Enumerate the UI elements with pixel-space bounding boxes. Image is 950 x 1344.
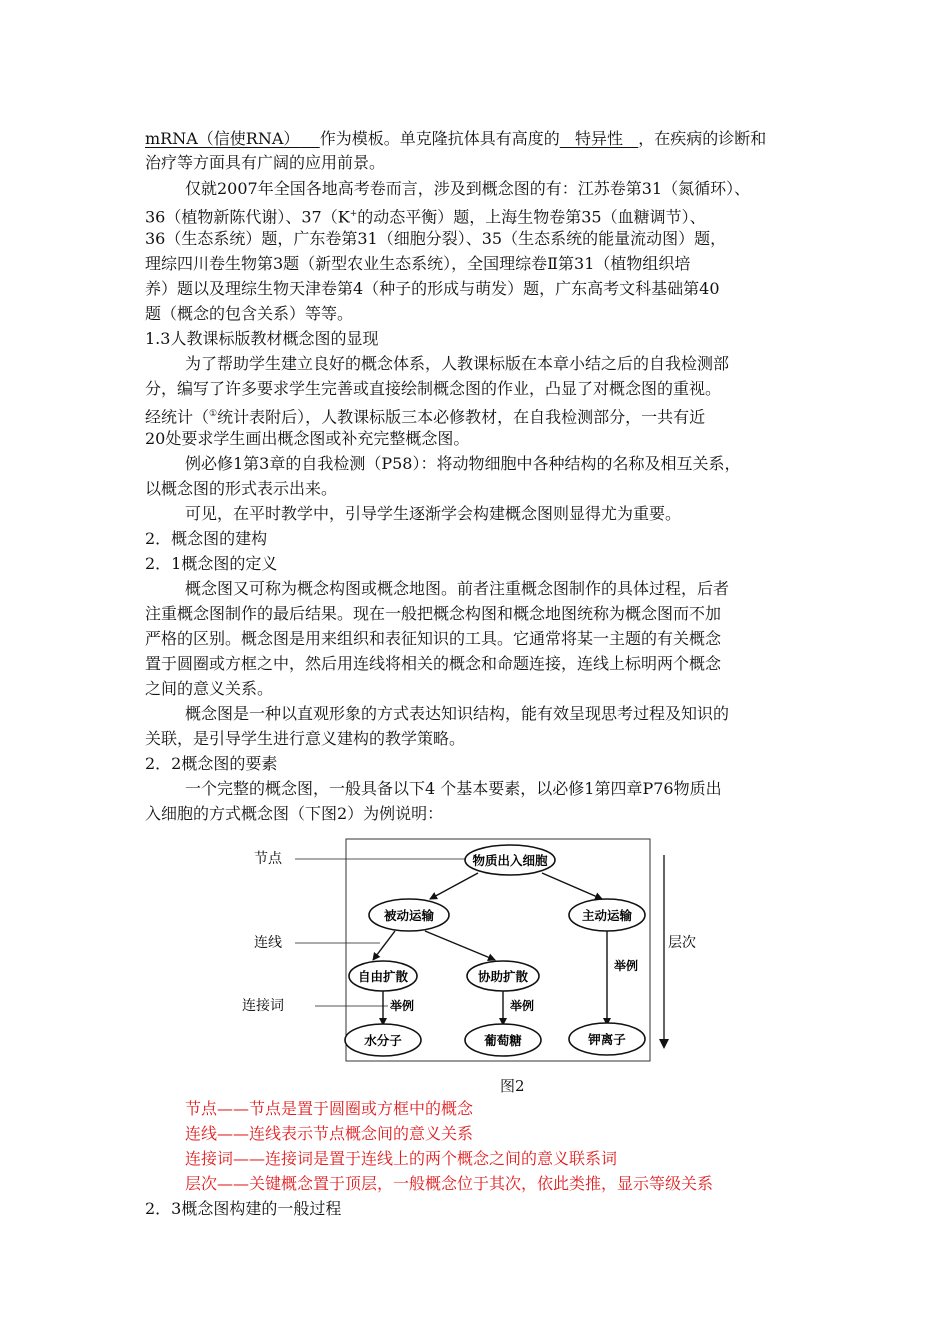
para1-line2: 治疗等方面具有广阔的应用前景。 xyxy=(145,153,386,172)
para3-line1: 为了帮助学生建立良好的概念体系，人教课标版在本章小结之后的自我检测部 xyxy=(185,354,730,373)
para2-line1: 仅就2007年全国各地高考卷而言，涉及到概念图的有：江苏卷第31（氮循环）、 xyxy=(185,179,751,198)
para1-line1: mRNA（信使RNA） 作为模板。单克隆抗体具有高度的 特异性 ，在疾病的诊断和 xyxy=(145,129,767,148)
concept-map-svg xyxy=(240,835,710,1065)
para7-line1: 概念图是一种以直观形象的方式表达知识结构，能有效呈现思考过程及知识的 xyxy=(185,704,730,723)
label-level: 层次 xyxy=(668,935,696,951)
red-line-node: 节点——节点是置于圆圈或方框中的概念 xyxy=(185,1099,474,1118)
para3-line3: 经统计（①统计表附后），人教课标版三本必修教材，在自我检测部分，一共有近 xyxy=(145,407,706,427)
node-glucose-label: 葡萄糖 xyxy=(484,1033,522,1048)
para5: 可见，在平时教学中，引导学生逐渐学会构建概念图则显得尤为重要。 xyxy=(185,504,682,523)
heading-1-3: 1.3人教课标版教材概念图的显现 xyxy=(145,329,379,348)
para3-line2: 分，编写了许多要求学生完善或直接绘制概念图的作业，凸显了对概念图的重视。 xyxy=(145,379,722,398)
para2-line4: 理综四川卷生物第3题（新型农业生态系统），全国理综卷Ⅱ第31（植物组织培 xyxy=(145,254,691,273)
para6-line3: 严格的区别。概念图是用来组织和表征知识的工具。它通常将某一主题的有关概念 xyxy=(145,629,722,648)
para2-line2: 36（植物新陈代谢）、37（K+的动态平衡）题，上海生物卷第35（血糖调节）、 xyxy=(145,207,706,227)
node-facilitated-label: 协助扩散 xyxy=(477,969,529,984)
underlined-specificity: 特异性 xyxy=(575,129,624,148)
node-free-label: 自由扩散 xyxy=(357,969,409,984)
label-link-word: 连接词 xyxy=(242,998,284,1014)
para2-line6: 题（概念的包含关系）等等。 xyxy=(145,304,354,323)
heading-2-1: 2．1概念图的定义 xyxy=(145,554,278,573)
edge-root-passive xyxy=(430,873,478,899)
para3-line4: 20处要求学生画出概念图或补充完整概念图。 xyxy=(145,429,470,448)
para6-line4: 置于圆圈或方框之中，然后用连线将相关的概念和命题连接，连线上标明两个概念 xyxy=(145,654,722,673)
label-node: 节点 xyxy=(254,851,282,867)
red-line-link: 连线——连线表示节点概念间的意义关系 xyxy=(185,1124,474,1143)
red-line-link-word: 连接词——连接词是置于连线上的两个概念之间的意义联系词 xyxy=(185,1149,618,1168)
para6-line5: 之间的意义关系。 xyxy=(145,679,274,698)
heading-2-2: 2．2概念图的要素 xyxy=(145,754,278,773)
para7-line2: 关联，是引导学生进行意义建构的教学策略。 xyxy=(145,729,466,748)
node-potassium-label: 钾离子 xyxy=(588,1032,626,1047)
node-water-label: 水分子 xyxy=(364,1033,402,1048)
underlined-mrna: mRNA（信使RNA） xyxy=(145,129,300,148)
link-word-2: 举例 xyxy=(510,999,535,1013)
label-link: 连线 xyxy=(254,935,282,951)
node-active-label: 主动运输 xyxy=(581,908,633,923)
edge-root-active xyxy=(542,873,602,899)
edge-passive-facilitated xyxy=(425,931,495,960)
link-word-1: 举例 xyxy=(390,999,415,1013)
para4-line1: 例必修1第3章的自我检测（P58）：将动物细胞中各种结构的名称及相互关系， xyxy=(185,454,741,473)
para8-line2: 入细胞的方式概念图（下图2）为例说明： xyxy=(145,804,444,823)
edge-passive-free xyxy=(373,931,395,960)
node-passive-label: 被动运输 xyxy=(383,908,435,923)
node-root-label: 物质出入细胞 xyxy=(472,853,548,868)
para2-line3: 36（生态系统）题，广东卷第31（细胞分裂）、35（生态系统的能量流动图）题， xyxy=(145,229,727,248)
red-line-level: 层次——关键概念置于顶层，一般概念位于其次，依此类推，显示等级关系 xyxy=(185,1174,714,1193)
para2-line5: 养）题以及理综生物天津卷第4（种子的形成与萌发）题，广东高考文科基础第40 xyxy=(145,279,720,298)
concept-map-figure xyxy=(240,835,710,1065)
link-word-3: 举例 xyxy=(614,959,639,973)
para8-line1: 一个完整的概念图，一般具备以下4 个基本要素，以必修1第四章P76物质出 xyxy=(185,779,722,798)
heading-2: 2．概念图的建构 xyxy=(145,529,268,548)
level-arrow-icon xyxy=(659,1039,669,1049)
heading-2-3: 2．3概念图构建的一般过程 xyxy=(145,1199,342,1218)
para6-line1: 概念图又可称为概念构图或概念地图。前者注重概念图制作的具体过程，后者 xyxy=(185,579,730,598)
para4-line2: 以概念图的形式表示出来。 xyxy=(145,479,338,498)
figure-caption: 图2 xyxy=(500,1077,525,1095)
para6-line2: 注重概念图制作的最后结果。现在一般把概念构图和概念地图统称为概念图而不加 xyxy=(145,604,722,623)
